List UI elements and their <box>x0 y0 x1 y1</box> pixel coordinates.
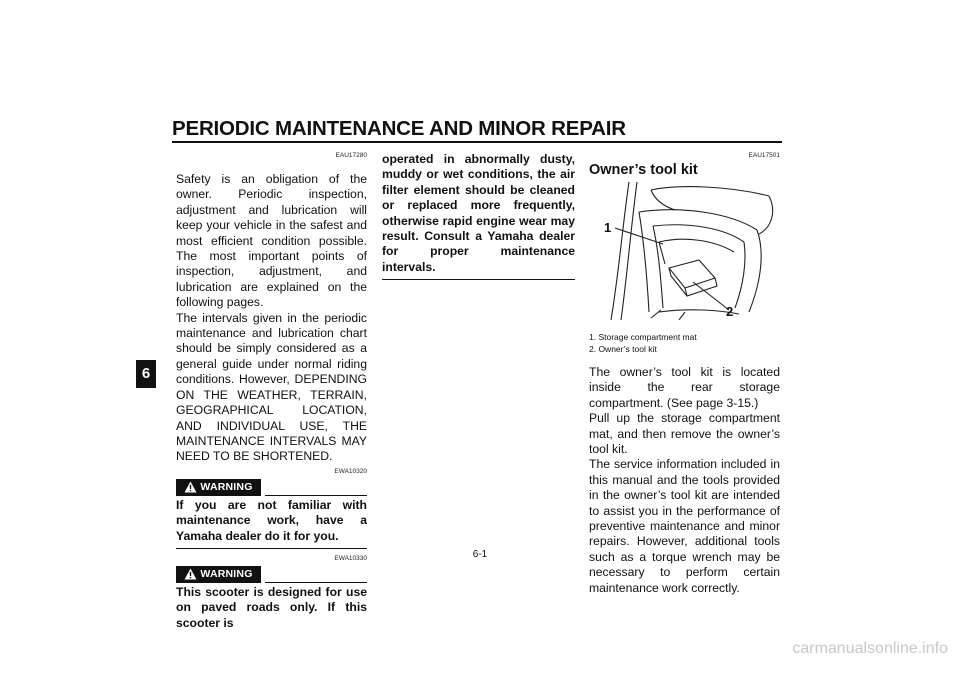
warning-line-2 <box>265 582 367 583</box>
section-code: EAU17501 <box>748 152 780 159</box>
warning-text-1: If you are not familiar with maintenance work, have a Yamaha dealer do it for you. <box>176 497 367 543</box>
intro-paragraph: Safety is an obligation of the owner. Periodic inspection, adjustment and lubrication will keep your vehicle in the safest and most efficient condition possible. The most important points of inspection, adjustment, and lubrication are explained on the following pages. <box>176 172 367 310</box>
warning-badge-2 <box>176 566 261 583</box>
warning-label-1: WARNING <box>200 481 253 494</box>
section-heading: Owner’s tool kit <box>589 162 698 178</box>
warning-header-1 <box>176 479 367 496</box>
title-rule <box>172 141 782 143</box>
warning-code-2: EWA10330 <box>334 554 367 562</box>
figure-caption-2: 2. Owner’s tool kit <box>589 344 657 354</box>
warning-badge-1 <box>176 479 261 496</box>
intervals-paragraph: The intervals given in the periodic maintenance and lubrication chart should be simply considered as a general guide under normal riding conditions. However, DEPENDING ON THE WEATHER, TERRAIN, GEOGRAPHICAL LOCATION, AND INDIVIDUAL USE, THE MAINTENANCE INTERVALS MAY NEED TO BE SHORTENED. <box>176 310 367 464</box>
tool-kit-purpose-paragraph: The service information included in this manual and the tools provided in the owner’s tool kit are intended to assist you in the performance of preventive maintenance and minor repairs. However, additional tools such as a torque wrench may be necessary to perform certain maintenance work correctly. <box>589 457 780 595</box>
warning-continued-text: operated in abnormally dusty, muddy or wet conditions, the air filter element should be cleaned or replaced more frequently, otherwise rapid engine wear may result. Consult a Yamaha dealer for proper maintenance intervals. <box>382 152 575 274</box>
storage-compartment-illustration <box>589 182 780 320</box>
warning-text-2: This scooter is designed for use on paved roads only. If this scooter is <box>176 584 367 630</box>
column-3 <box>589 152 780 596</box>
warning-triangle-icon <box>184 568 197 580</box>
footer-watermark: carmanualsonline.info <box>792 640 948 657</box>
figure-label-1: 1 <box>604 220 612 235</box>
figure-caption-1: 1. Storage compartment mat <box>589 332 697 342</box>
warning-code-1: EWA10320 <box>334 467 367 475</box>
tool-kit-removal-paragraph: Pull up the storage compartment mat, and then remove the owner’s tool kit. <box>589 411 780 457</box>
page-number: 6-1 <box>472 549 488 560</box>
tool-kit-location-paragraph: The owner’s tool kit is located inside the rear storage compartment. (See page 3-15.) <box>589 365 780 410</box>
warning-triangle-icon <box>184 481 197 493</box>
figure-label-2: 2 <box>726 304 734 319</box>
section-code: EAU17280 <box>335 152 367 159</box>
warning-line-1 <box>265 495 367 496</box>
warning-end-rule-1 <box>176 548 367 549</box>
column-1 <box>176 152 367 631</box>
tool-kit-figure <box>589 182 780 320</box>
chapter-tab: 6 <box>136 360 156 388</box>
page-title: PERIODIC MAINTENANCE AND MINOR REPAIR <box>172 117 626 140</box>
column-2 <box>382 152 575 280</box>
warning-end-rule-2 <box>382 279 575 280</box>
warning-header-2 <box>176 566 367 583</box>
warning-label-2: WARNING <box>200 568 253 581</box>
